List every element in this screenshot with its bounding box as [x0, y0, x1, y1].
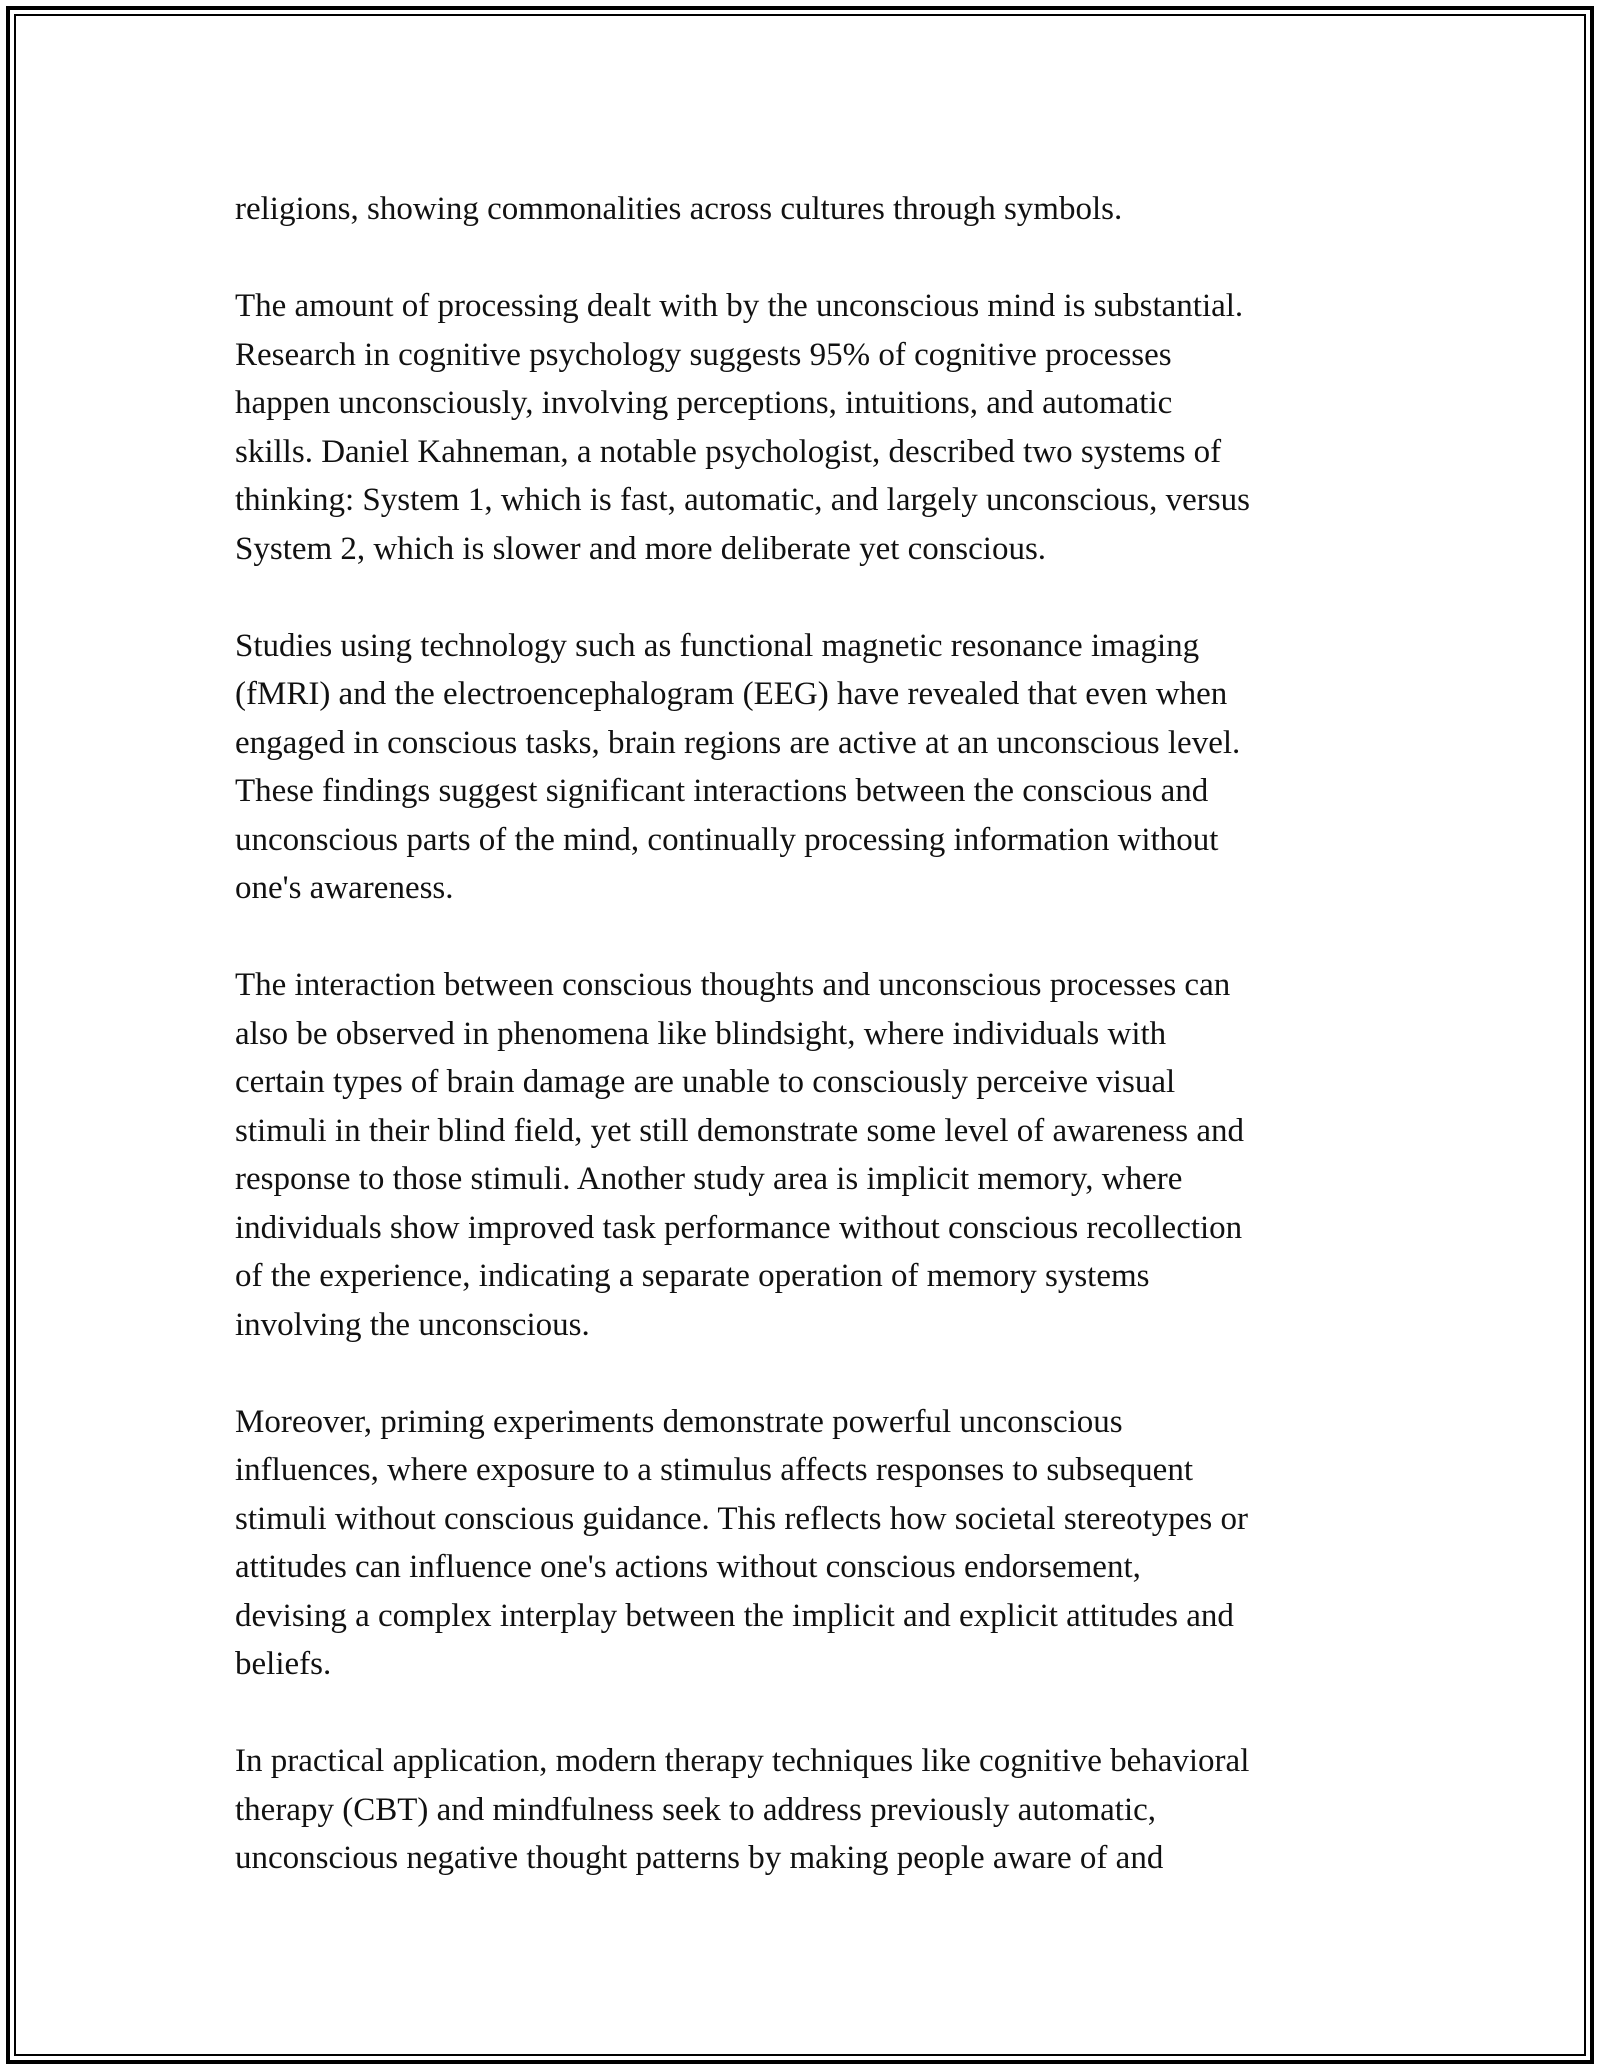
text-line: engaged in conscious tasks, brain regions are active at an unconscious level. [235, 724, 1241, 761]
text-line: skills. Daniel Kahneman, a notable psychologist, described two systems of [235, 433, 1222, 470]
text-line: happen unconsciously, involving perceptions, intuitions, and automatic [235, 385, 1173, 421]
text-line: response to those stimuli. Another study area is implicit memory, where [235, 1161, 1183, 1197]
document-body [235, 185, 1385, 1883]
text-line: beliefs. [235, 1646, 332, 1682]
text-line: therapy (CBT) and mindfulness seek to address previously automatic, [235, 1791, 1157, 1828]
text-line: stimuli without conscious guidance. This reflects how societal stereotypes or [235, 1500, 1249, 1537]
text-line: System 2, which is slower and more deliberate yet conscious. [235, 530, 1047, 567]
text-line: The amount of processing dealt with by the unconscious mind is substantial. [235, 288, 1244, 324]
text-line: Moreover, priming experiments demonstrate powerful unconscious [235, 1403, 1123, 1440]
text-line: involving the unconscious. [235, 1306, 590, 1343]
text-line: individuals show improved task performance without conscious recollection [235, 1209, 1243, 1246]
paragraph-1 [235, 185, 1385, 234]
paragraph-2 [235, 282, 1385, 573]
paragraph-5 [235, 1398, 1385, 1689]
text-line: of the experience, indicating a separate operation of memory systems [235, 1258, 1150, 1294]
paragraph-4 [235, 961, 1385, 1349]
text-line: Studies using technology such as functional magnetic resonance imaging [235, 627, 1200, 664]
text-line: Research in cognitive psychology suggests 95% of cognitive processes [235, 336, 1172, 373]
paragraph-3 [235, 622, 1385, 913]
text-line: stimuli in their blind field, yet still demonstrate some level of awareness and [235, 1112, 1245, 1149]
text-line: also be observed in phenomena like blindsight, where individuals with [235, 1015, 1167, 1052]
text-line: unconscious negative thought patterns by making people aware of and [235, 1840, 1164, 1876]
paragraph-6 [235, 1737, 1385, 1883]
text-line: (fMRI) and the electroencephalogram (EEG) have revealed that even when [235, 676, 1228, 712]
text-line: attitudes can influence one's actions without conscious endorsement, [235, 1549, 1141, 1585]
text-line: thinking: System 1, which is fast, automatic, and largely unconscious, versus [235, 482, 1250, 518]
text-line: devising a complex interplay between the implicit and explicit attitudes and [235, 1597, 1234, 1634]
text-line: influences, where exposure to a stimulus affects responses to subsequent [235, 1452, 1193, 1488]
text-line: These findings suggest significant interactions between the conscious and [235, 773, 1209, 809]
text-line: In practical application, modern therapy techniques like cognitive behavioral [235, 1743, 1250, 1779]
text-line: unconscious parts of the mind, continually processing information without [235, 821, 1219, 858]
text-line: religions, showing commonalities across cultures through symbols. [235, 191, 1123, 227]
text-line: The interaction between conscious thoughts and unconscious processes can [235, 967, 1231, 1003]
text-line: one's awareness. [235, 870, 454, 906]
text-line: certain types of brain damage are unable to consciously perceive visual [235, 1064, 1176, 1100]
